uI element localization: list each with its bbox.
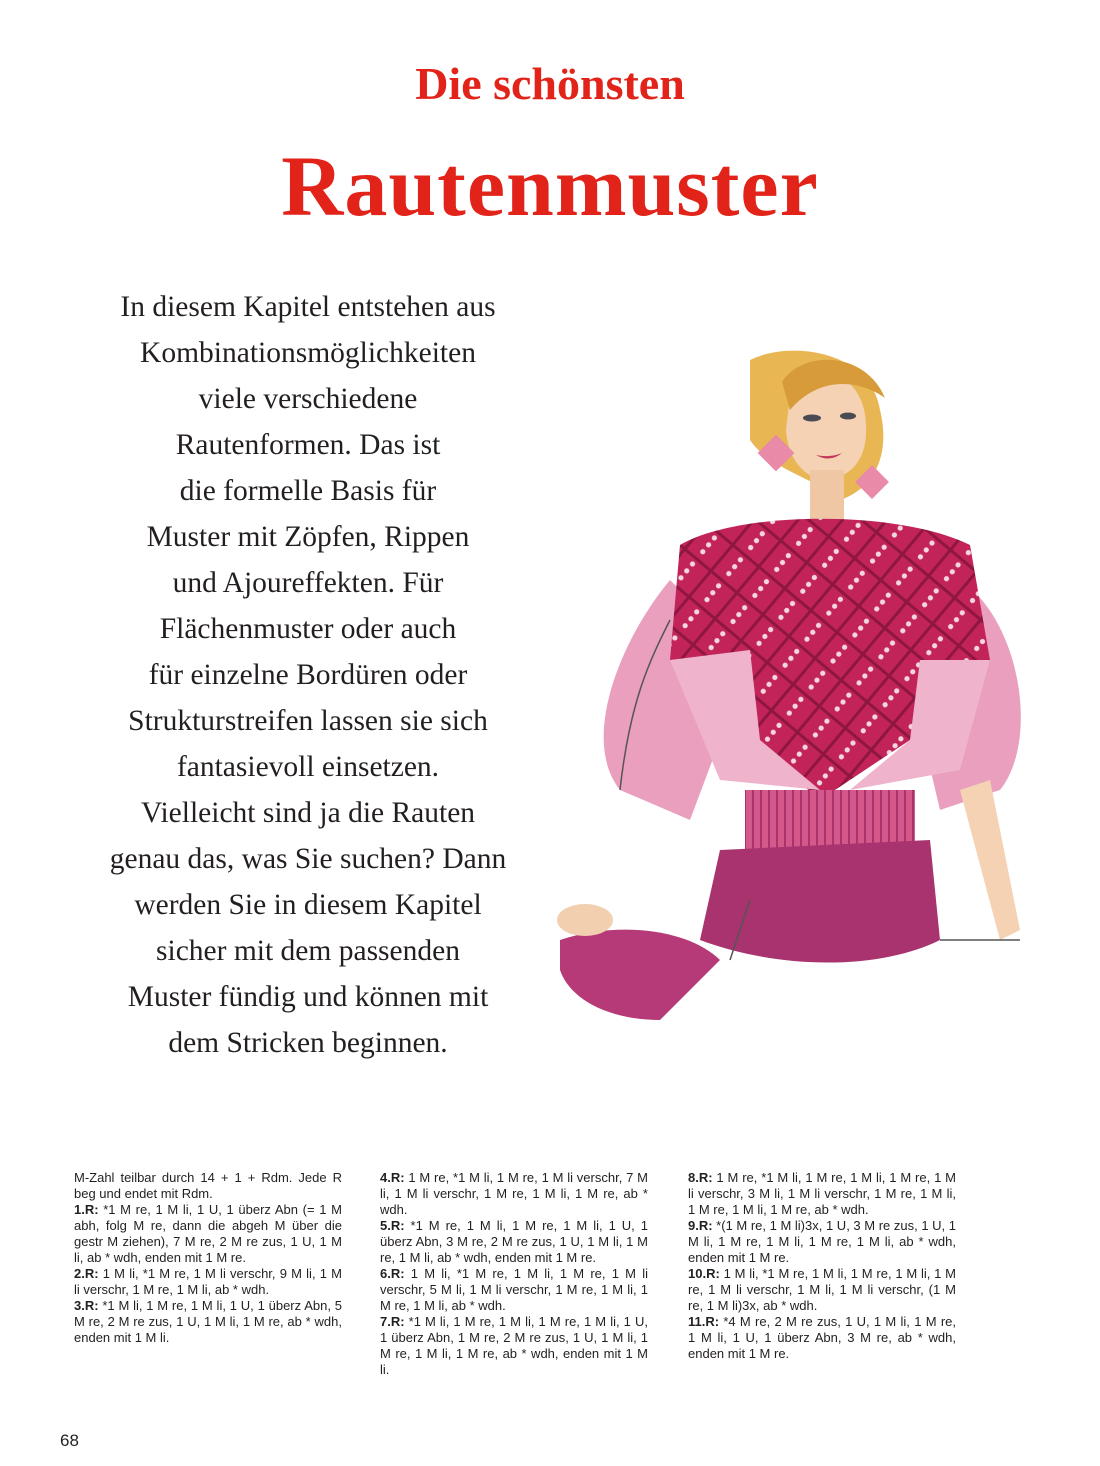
row-3-text: *1 M li, 1 M re, 1 M li, 1 U, 1 überz Abn, 5 M re, 2 M re zus, 1 U, 1 M li, 1 M re, ab * wdh, enden mit 1 M li. — [74, 1298, 342, 1345]
row-11-label: 11.R: — [688, 1314, 720, 1329]
row-8-label: 8.R: — [688, 1170, 713, 1185]
row-1 — [74, 1202, 342, 1266]
instructions-column-3 — [688, 1170, 956, 1362]
instructions-column-2 — [380, 1170, 648, 1378]
intro-line: Vielleicht sind ja die Rauten — [140, 797, 476, 829]
row-5-label: 5.R: — [380, 1218, 405, 1233]
row-4-text: 1 M re, *1 M li, 1 M re, 1 M li verschr, 7 M li, 1 M li verschr, 1 M re, 1 M li, 1 M re, ab * wdh. — [380, 1170, 648, 1217]
row-4-label: 4.R: — [380, 1170, 405, 1185]
intro-line: Muster mit Zöpfen, Rippen — [146, 521, 470, 553]
row-9 — [688, 1218, 956, 1266]
page-number: 68 — [60, 1431, 79, 1450]
row-7-label: 7.R: — [380, 1314, 405, 1329]
intro-line: Kombinationsmöglichkeiten — [140, 337, 476, 369]
row-3-label: 3.R: — [74, 1298, 99, 1313]
row-6 — [380, 1266, 648, 1314]
row-5-text: *1 M re, 1 M li, 1 M re, 1 M li, 1 U, 1 überz Abn, 3 M re, 2 M re zus, 1 U, 1 M li, 1 M re, 1 M li, ab * wdh, enden mit 1 M re. — [380, 1218, 648, 1265]
intro-line: Flächenmuster oder auch — [159, 613, 457, 645]
row-2 — [74, 1266, 342, 1298]
row-10-label: 10.R: — [688, 1266, 720, 1281]
intro-line: Strukturstreifen lassen sie sich — [128, 705, 488, 737]
row-9-text: *(1 M re, 1 M li)3x, 1 U, 3 M re zus, 1 U, 1 M li, 1 M re, 1 M li, 1 M re, 1 M li, ab * wdh, enden mit 1 M re. — [688, 1218, 957, 1265]
row-6-label: 6.R: — [380, 1266, 405, 1281]
row-8-text: 1 M re, *1 M li, 1 M re, 1 M li, 1 M re, 1 M li verschr, 3 M li, 1 M li verschr, 1 M re, 1 M li, 1 M re, 1 M li, 1 M re, ab * wdh. — [688, 1170, 956, 1217]
row-1-label: 1.R: — [74, 1202, 99, 1217]
row-2-text: 1 M li, *1 M re, 1 M li verschr, 9 M li, 1 M li verschr, 1 M re, 1 M li, ab * wdh. — [74, 1266, 342, 1297]
instructions-column-1 — [74, 1170, 342, 1346]
intro-line: In diesem Kapitel entstehen aus — [120, 291, 496, 323]
row-5 — [380, 1218, 648, 1266]
intro-line: viele verschiedene — [198, 383, 418, 415]
intro-line: die formelle Basis für — [179, 475, 437, 507]
intro-paragraph — [60, 284, 556, 1066]
row-7 — [380, 1314, 648, 1378]
intro-line: werden Sie in diesem Kapitel — [134, 889, 482, 921]
row-8 — [688, 1170, 956, 1218]
fashion-illustration — [520, 320, 1080, 1030]
row-11 — [688, 1314, 956, 1362]
row-2-label: 2.R: — [74, 1266, 99, 1281]
instructions-intro: M-Zahl teilbar durch 14 + 1 + Rdm. Jede R beg und endet mit Rdm. — [74, 1170, 342, 1201]
page-title: Rautenmuster — [281, 138, 819, 234]
row-11-text: *4 M re, 2 M re zus, 1 U, 1 M li, 1 M re, 1 M li, 1 U, 1 überz Abn, 3 M re, ab * wdh, enden mit 1 M re. — [688, 1314, 956, 1361]
intro-line: für einzelne Bordüren oder — [148, 659, 468, 691]
intro-line: fantasievoll einsetzen. — [176, 751, 440, 783]
page-kicker: Die schönsten — [415, 58, 685, 109]
row-6-text: 1 M li, *1 M re, 1 M li, 1 M re, 1 M li verschr, 5 M li, 1 M li verschr, 1 M re, 1 M li, 1 M re, 1 M li, ab * wdh. — [380, 1266, 648, 1313]
row-1-text: *1 M re, 1 M li, 1 U, 1 überz Abn (= 1 M abh, folg M re, dann die abgeh M über die gestr M ziehen), 7 M re, 2 M re zus, 1 U, 1 M li, ab * wdh, enden mit 1 M re. — [74, 1202, 342, 1265]
intro-line: dem Stricken beginnen. — [168, 1027, 448, 1059]
row-10-text: 1 M li, *1 M re, 1 M li, 1 M re, 1 M li, 1 M re, 1 M li verschr, 1 M li, 1 M li verschr, (1 M re, 1 M li)3x, ab * wdh. — [688, 1266, 956, 1313]
intro-line: und Ajoureffekten. Für — [172, 567, 444, 599]
intro-line: Muster fündig und können mit — [127, 981, 489, 1013]
row-10 — [688, 1266, 956, 1314]
intro-line: sicher mit dem passenden — [156, 935, 460, 967]
row-9-label: 9.R: — [688, 1218, 713, 1233]
row-4 — [380, 1170, 648, 1218]
intro-line: Rautenformen. Das ist — [175, 429, 441, 461]
intro-line: genau das, was Sie suchen? Dann — [109, 843, 507, 875]
row-3 — [74, 1298, 342, 1346]
row-7-text: *1 M li, 1 M re, 1 M li, 1 M re, 1 M li, 1 U, 1 überz Abn, 1 M re, 2 M re zus, 1 U, 1 M li, 1 M re, 1 M li, 1 M re, ab * wdh, enden mit 1 M li. — [380, 1314, 648, 1377]
